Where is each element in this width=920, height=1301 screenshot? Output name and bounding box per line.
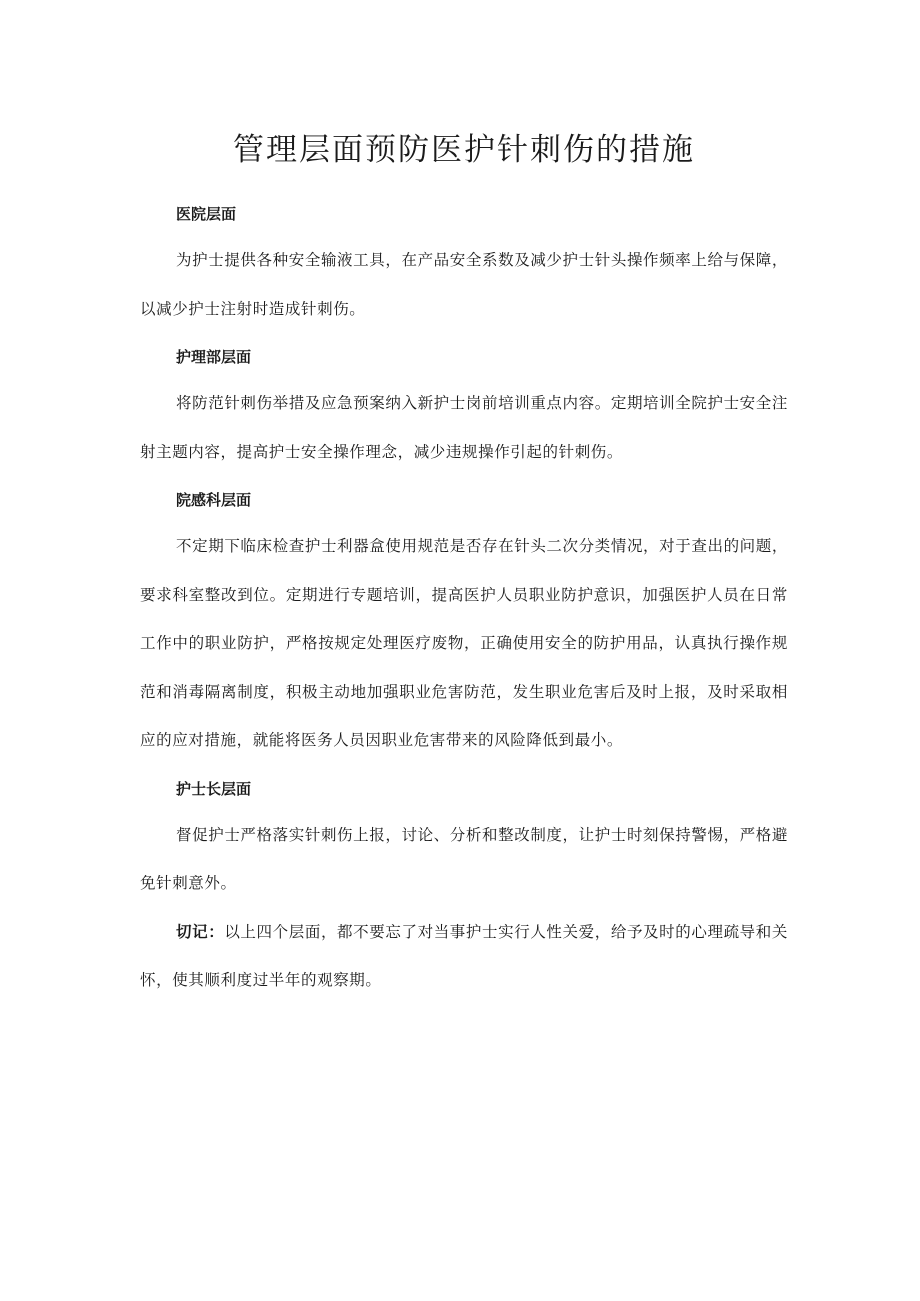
reminder-note <box>140 908 788 1005</box>
section-heading: 医院层面 <box>176 205 237 223</box>
section-heading: 护理部层面 <box>176 348 252 366</box>
reminder-label: 切记： <box>176 921 225 941</box>
section-head-nurse <box>140 777 788 908</box>
section-nursing-department <box>140 345 788 476</box>
section-body: 将防范针刺伤举措及应急预案纳入新护士岗前培训重点内容。定期培训全院护士安全注射主题内容，提高护士安全操作理念，减少违规操作引起的针刺伤。 <box>140 394 788 461</box>
section-heading: 护士长层面 <box>176 779 252 798</box>
reminder-text: 以上四个层面，都不要忘了对当事护士实行人性关爱，给予及时的心理疏导和关怀，使其顺利度过半年的观察期。 <box>140 922 788 989</box>
section-body: 督促护士严格落实针刺伤上报，讨论、分析和整改制度，让护士时刻保持警惕，严格避免针刺意外。 <box>140 825 788 892</box>
section-hospital <box>140 202 788 333</box>
section-infection-control <box>140 488 788 765</box>
section-heading: 院感科层面 <box>176 491 252 509</box>
section-body: 为护士提供各种安全输液工具，在产品安全系数及减少护士针头操作频率上给与保障，以减少护士注射时造成针刺伤。 <box>140 251 788 318</box>
document-title: 管理层面预防医护针刺伤的措施 <box>233 132 695 168</box>
section-body: 不定期下临床检查护士利器盒使用规范是否存在针头二次分类情况，对于查出的问题，要求科室整改到位。定期进行专题培训，提高医护人员职业防护意识，加强医护人员在日常工作中的职业防护，严格按规定处理医疗废物，正确使用安全的防护用品，认真执行操作规范和消毒隔离制度，积极主动地加强职业危害防范，发生职业危害后及时上报，及时采取相应的应对措施，就能将医务人员因职业危害带来的风险降低到最小。 <box>140 537 788 749</box>
document-page <box>140 126 788 1005</box>
